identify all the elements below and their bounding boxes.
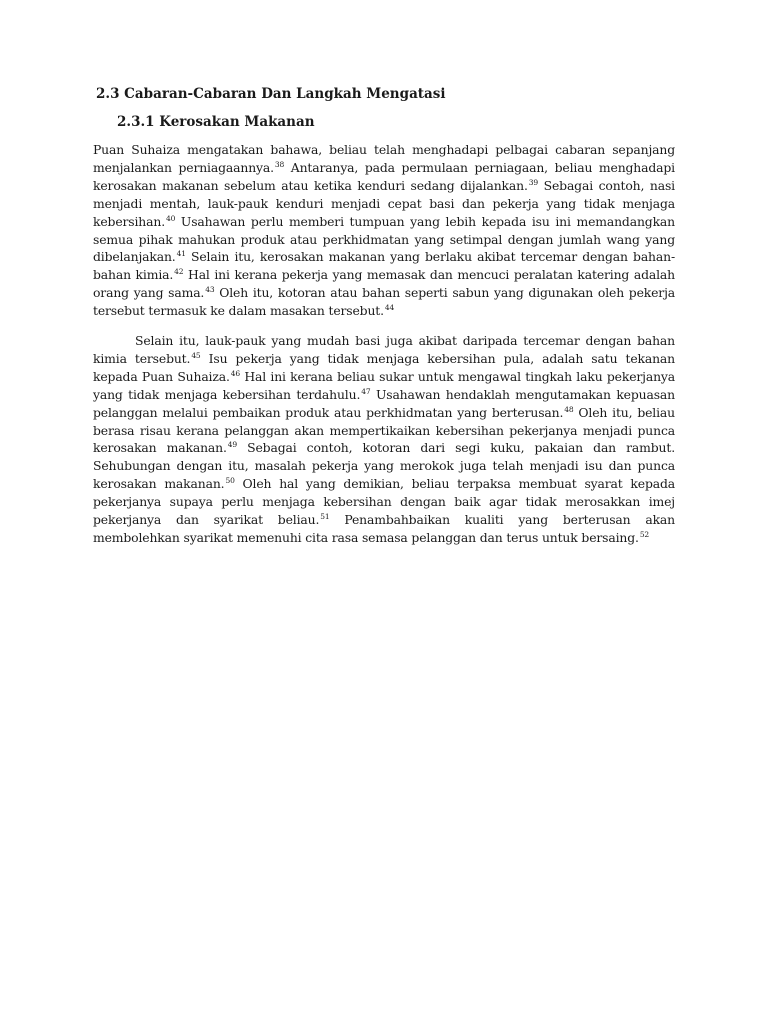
- sentence: Oleh hal yang demikian, beliau terpaksa membuat syarat kepada pekerjanya supaya perlu menjaga kebersihan dengan baik agar tidak merosakkan imej pekerjanya dan syarikat beliau.: [93, 476, 675, 528]
- section-heading: 2.3 Cabaran-Cabaran Dan Langkah Mengatasi: [96, 86, 446, 102]
- sentence: Penambahbaikan kualiti yang berterusan akan membolehkan syarikat memenuhi cita rasa semasa pelanggan dan terus untuk bersaing.: [93, 512, 676, 545]
- footnote-ref: 38: [274, 159, 285, 169]
- footnote-ref: 45: [191, 350, 201, 360]
- paragraph-2: [93, 332, 675, 547]
- sentence: Puan Suhaiza mengatakan bahawa, beliau telah menghadapi pelbagai cabaran sepanjang menjalankan perniagaannya.: [93, 142, 675, 175]
- sentence: Sebagai contoh, nasi menjadi mentah, lauk-pauk kenduri menjadi cepat basi dan pekerja yang tidak menjaga kebersihan.: [93, 177, 675, 229]
- footnote-ref: 50: [225, 476, 235, 486]
- sentence: Selain itu, kerosakan makanan yang berlaku akibat tercemar dengan bahan-bahan kimia.: [93, 249, 675, 283]
- footnote-ref: 49: [227, 440, 238, 450]
- footnote-ref: 41: [176, 249, 186, 259]
- footnote-ref: 46: [230, 368, 241, 378]
- sentence: Oleh itu, beliau berasa risau kerana pelanggan akan mempertikaikan kebersihan pekerjanya menjadi punca kerosakan makanan.: [93, 404, 675, 456]
- footnote-ref: 39: [528, 177, 539, 187]
- footnote-ref: 40: [166, 213, 176, 223]
- paragraph-1: [93, 141, 675, 320]
- footnote-ref: 48: [564, 404, 574, 414]
- sentence: Selain itu, lauk-pauk yang mudah basi juga akibat daripada tercemar dengan bahan kimia tersebut.: [93, 333, 675, 366]
- footnote-ref: 52: [639, 529, 650, 539]
- footnote-ref: 43: [205, 285, 215, 295]
- sentence: Hal ini kerana pekerja yang memasak dan mencuci peralatan katering adalah orang yang sama.: [93, 267, 675, 301]
- sentence: Oleh itu, kotoran atau bahan seperti sabun yang digunakan oleh pekerja tersebut termasuk ke dalam masakan tersebut.: [93, 285, 675, 319]
- sentence: Sebagai contoh, kotoran dari segi kuku, pakaian dan rambut. Sehubungan dengan itu, masalah pekerja yang merokok juga telah menjadi isu dan punca kerosakan makanan.: [93, 440, 675, 492]
- sentence: Isu pekerja yang tidak menjaga kebersihan pula, adalah satu tekanan kepada Puan Suhaiza.: [93, 350, 675, 384]
- footnote-ref: 47: [361, 386, 371, 396]
- sentence: Hal ini kerana beliau sukar untuk mengawal tingkah laku pekerjanya yang tidak menjaga kebersihan terdahulu.: [93, 368, 675, 402]
- footnote-ref: 51: [320, 512, 330, 522]
- sentence: Usahawan perlu memberi tumpuan yang lebih kepada isu ini memandangkan semua pihak mahukan produk atau perkhidmatan yang setimpal dengan jumlah wang yang dibelanjakan.: [93, 213, 675, 265]
- sentence: Antaranya, pada permulaan perniagaan, beliau menghadapi kerosakan makanan sebelum atau ketika kenduri sedang dijalankan.: [93, 159, 675, 193]
- footnote-ref: 42: [174, 267, 184, 277]
- sentence: Usahawan hendaklah mengutamakan kepuasan pelanggan melalui pembaikan produk atau perkhidmatan yang berterusan.: [93, 386, 675, 420]
- footnote-ref: 44: [384, 303, 395, 313]
- subsection-heading: 2.3.1 Kerosakan Makanan: [117, 114, 315, 130]
